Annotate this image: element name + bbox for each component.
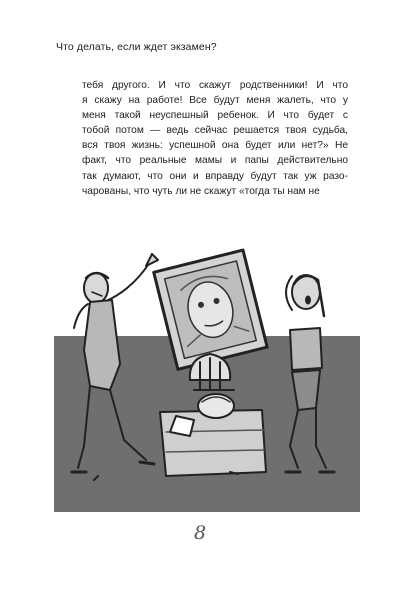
text-line: тобой потом — ведь сейчас решается твоя судьба, <box>82 125 348 137</box>
page-number: 8 <box>193 522 207 544</box>
body-text <box>82 78 348 199</box>
text-line: факт, что реальные мамы и папы действительно <box>82 155 348 167</box>
text-line: так думают, что они и вправду будут так уж разо- <box>82 170 348 182</box>
text-line: я скажу на работе! Все будут меня жалеть, что у <box>82 95 348 107</box>
text-line: чарованы, что чуть ли не скажут «тогда ты нам не <box>82 185 320 197</box>
text-line: тебя другого. И что скажут родственники! И что <box>82 80 348 91</box>
running-title: Что делать, если ждет экзамен? <box>56 41 217 53</box>
cartoon-illustration <box>54 240 360 512</box>
text-line: меня такой неуспешный ребенок. И что будет с <box>82 110 348 122</box>
text-line: вся твоя жизнь: успешной она будет или нет?» Не <box>82 140 348 152</box>
